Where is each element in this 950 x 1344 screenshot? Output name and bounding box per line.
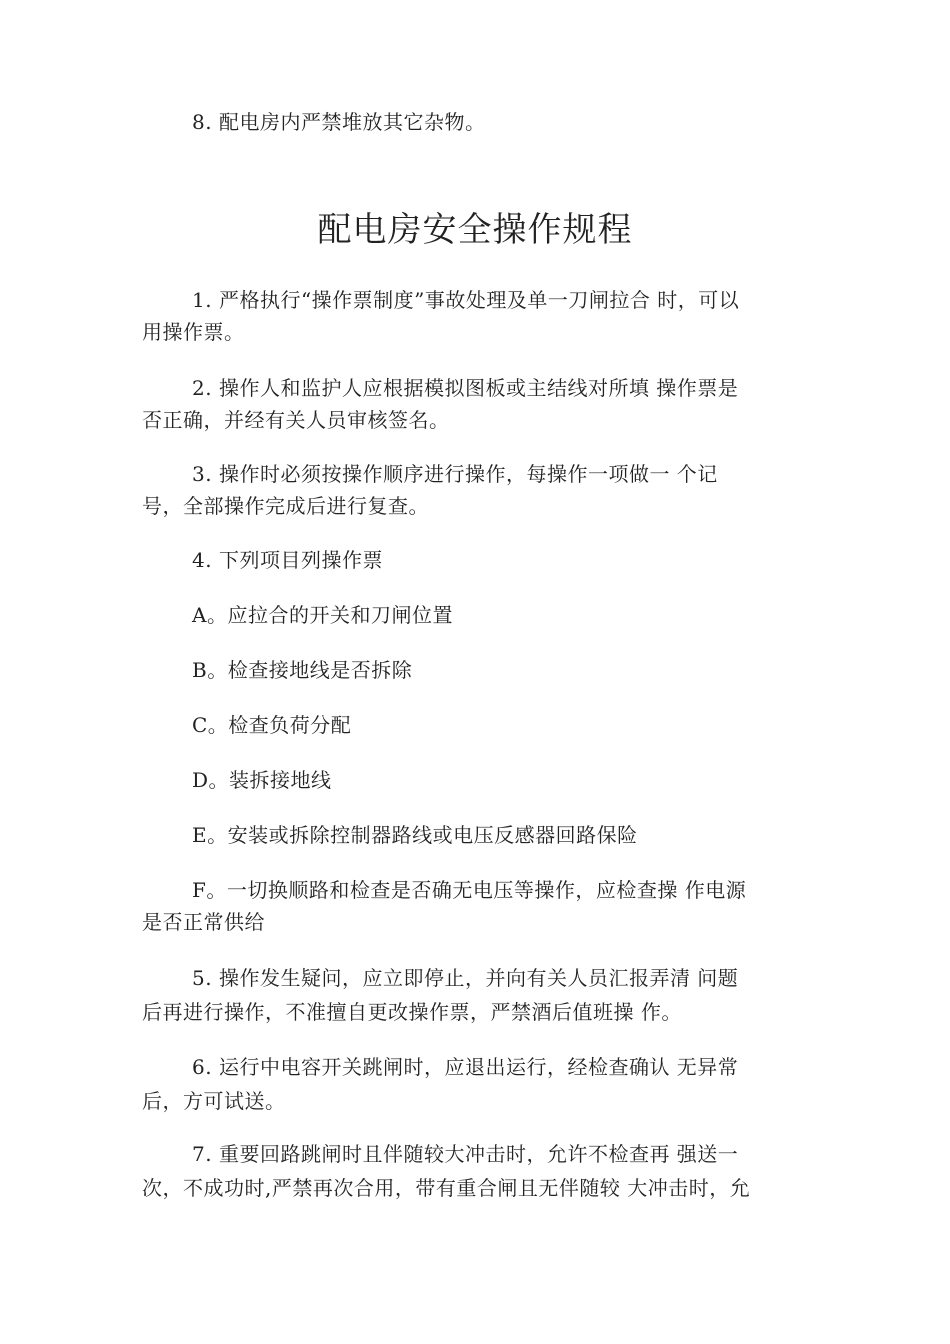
item-1-line-2: 用操作票。 xyxy=(142,320,245,344)
item-2-line-2: 否正确，并经有关人员审核签名。 xyxy=(142,408,450,432)
sub-item-e: E。安装或拆除控制器路线或电压反感器回路保险 xyxy=(192,823,638,847)
sub-item-a: A。应拉合的开关和刀闸位置 xyxy=(192,603,453,627)
item-7-line-1: 7. 重要回路跳闸时且伴随较大冲击时，允许不检查再 强送一 xyxy=(192,1142,739,1166)
item-2-line-1: 2. 操作人和监护人应根据模拟图板或主结线对所填 操作票是 xyxy=(192,376,739,400)
item-7-line-2: 次，不成功时,严禁再次合用，带有重合闸且无伴随较 大冲击时，允 xyxy=(142,1176,751,1200)
sub-item-d: D。装拆接地线 xyxy=(192,768,332,792)
sub-item-f-line-1: F。一切换顺路和检查是否确无电压等操作，应检查操 作电源 xyxy=(192,878,747,902)
sub-item-f-line-2: 是否正常供给 xyxy=(142,910,265,934)
page-title: 配电房安全操作规程 xyxy=(317,210,633,250)
item-3-line-2: 号，全部操作完成后进行复查。 xyxy=(142,494,429,518)
item-6-line-2: 后，方可试送。 xyxy=(142,1089,286,1113)
item-5-line-2: 后再进行操作，不准擅自更改操作票，严禁酒后值班操 作。 xyxy=(142,1000,682,1024)
sub-item-c: C。检查负荷分配 xyxy=(192,713,352,737)
item-1-line-1: 1. 严格执行“操作票制度”事故处理及单一刀闸拉合 时，可以 xyxy=(192,288,740,312)
item-3-line-1: 3. 操作时必须按操作顺序进行操作，每操作一项做一 个记 xyxy=(192,462,718,486)
item-6-line-1: 6. 运行中电容开关跳闸时，应退出运行，经检查确认 无异常 xyxy=(192,1055,739,1079)
item-5-line-1: 5. 操作发生疑问，应立即停止，并向有关人员汇报弄清 问题 xyxy=(192,966,739,990)
item-8: 8. 配电房内严禁堆放其它杂物。 xyxy=(192,110,486,134)
item-4: 4. 下列项目列操作票 xyxy=(192,548,383,572)
sub-item-b: B。检查接地线是否拆除 xyxy=(192,658,413,682)
